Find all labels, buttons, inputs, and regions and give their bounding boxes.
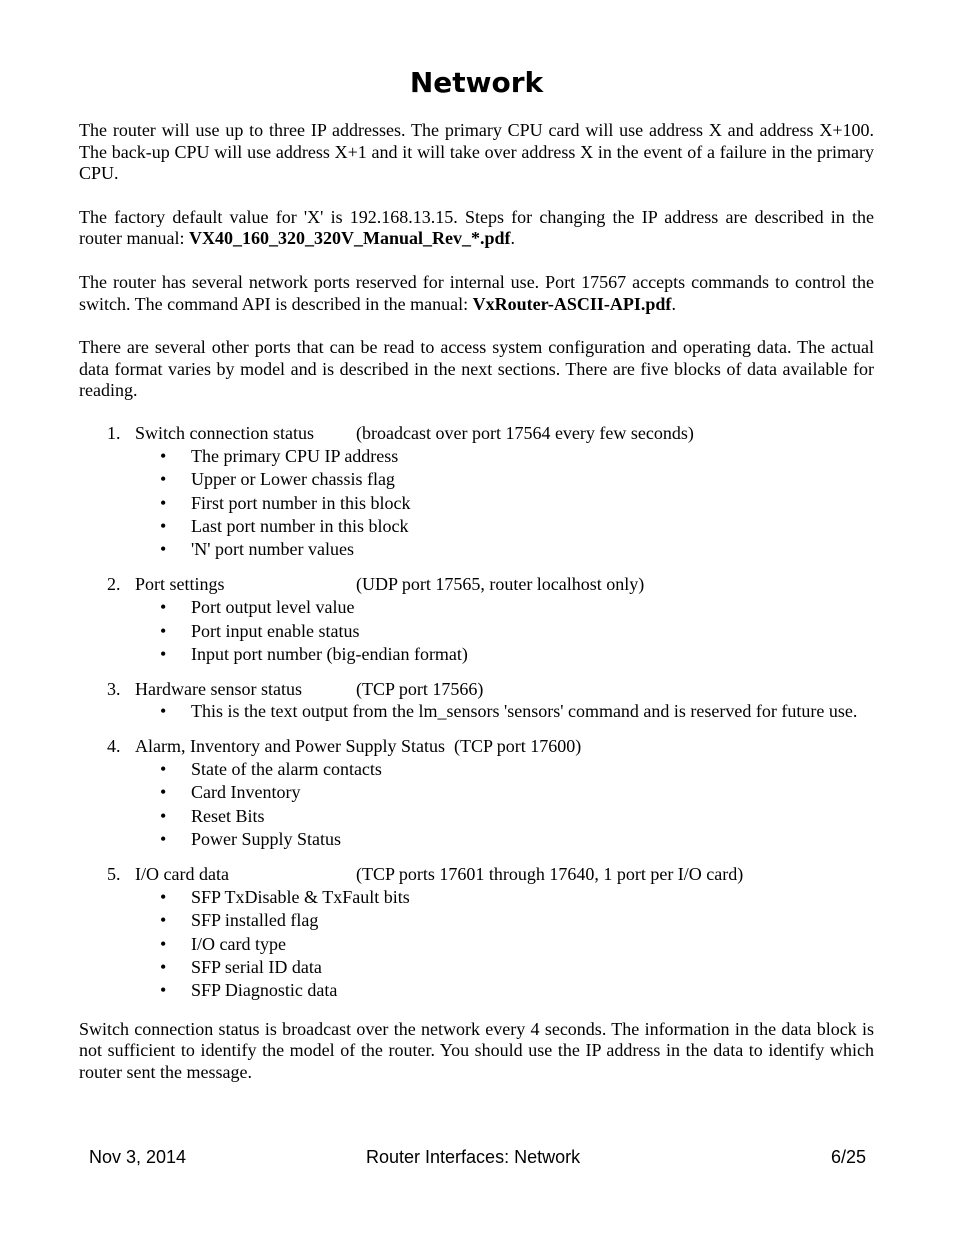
- block-number: 5.: [107, 864, 121, 885]
- document-page: [79, 66, 874, 1083]
- list-item: • First port number in this block: [160, 492, 411, 513]
- block-note: (broadcast over port 17564 every few seconds): [356, 422, 694, 443]
- footer-title: Router Interfaces: Network: [366, 1147, 581, 1167]
- list-item: • Input port number (big-endian format): [160, 644, 468, 665]
- list-item: [79, 573, 874, 666]
- block-label: Alarm, Inventory and Power Supply Status (TCP port 17600): [135, 735, 582, 756]
- block-note: (TCP ports 17601 through 17640, 1 port per I/O card): [356, 864, 744, 885]
- list-item: [79, 422, 874, 561]
- list-item: • Reset Bits: [160, 805, 265, 826]
- list-item: [79, 678, 874, 723]
- footer-page-number: 6/25: [830, 1147, 866, 1167]
- list-item: • State of the alarm contacts: [160, 758, 382, 779]
- paragraph-broadcast-info: Switch connection status is broadcast over the network every 4 seconds. The information in the data block is not sufficient to identify the model of the router. You should use the IP address in the data to identify which router sent the message.: [79, 1018, 874, 1082]
- list-item: [79, 735, 874, 851]
- paragraph-other-ports: There are several other ports that can be read to access system configuration and operating data. The actual data format varies by model and is described in the next sections. There are five blocks of data available for reading.: [79, 337, 874, 401]
- list-item: • 'N' port number values: [160, 539, 354, 560]
- block-label: Hardware sensor status: [135, 679, 302, 700]
- block-label: Port settings: [135, 574, 225, 595]
- paragraph-ip-addresses: The router will use up to three IP addresses. The primary CPU card will use address X and address X+100. The back-up CPU will use address X+1 and it will take over address X in the event of a failure in the primary CPU.: [79, 120, 874, 184]
- block-number: 2.: [107, 574, 121, 595]
- list-item: • SFP serial ID data: [160, 956, 322, 977]
- list-item: • Card Inventory: [160, 782, 301, 803]
- list-item: • Upper or Lower chassis flag: [160, 469, 395, 490]
- paragraph-internal-ports: The router has several network ports reserved for internal use. Port 17567 accepts commands to control the switch. The command API is described in the manual: VxRouter-ASCII-API.pdf.: [79, 271, 874, 314]
- list-item: • The primary CPU IP address: [160, 445, 399, 466]
- page-title: Network: [409, 66, 544, 99]
- list-item: • I/O card type: [160, 933, 286, 954]
- list-item: • SFP TxDisable & TxFault bits: [160, 887, 410, 908]
- footer-date: Nov 3, 2014: [89, 1147, 187, 1167]
- list-item: • Power Supply Status: [160, 828, 342, 849]
- list-item: [79, 863, 874, 1002]
- paragraph-factory-default: The factory default value for 'X' is 192.168.13.15. Steps for changing the IP address are described in the router manual: VX40_160_320_320V_Manual_Rev_*.pdf.: [79, 206, 874, 249]
- list-item: • SFP Diagnostic data: [160, 980, 338, 1001]
- block-note: (UDP port 17565, router localhost only): [356, 574, 645, 595]
- block-note: (TCP port 17566): [356, 679, 484, 700]
- list-item: • Port input enable status: [160, 620, 360, 641]
- list-item: • Port output level value: [160, 597, 355, 618]
- list-item: • SFP installed flag: [160, 910, 319, 931]
- block-number: 4.: [107, 735, 121, 756]
- block-label: Switch connection status: [135, 422, 314, 443]
- api-filename: VxRouter-ASCII-API.pdf: [472, 293, 672, 314]
- block-label: I/O card data: [135, 864, 229, 885]
- list-item: • Last port number in this block: [160, 515, 409, 536]
- data-blocks-list: [79, 422, 874, 1003]
- manual-filename: VX40_160_320_320V_Manual_Rev_*.pdf: [188, 228, 511, 249]
- block-number: 3.: [107, 679, 121, 700]
- block-number: 1.: [107, 422, 121, 443]
- list-item: • This is the text output from the lm_sensors 'sensors' command and is reserved for future use.: [160, 701, 858, 722]
